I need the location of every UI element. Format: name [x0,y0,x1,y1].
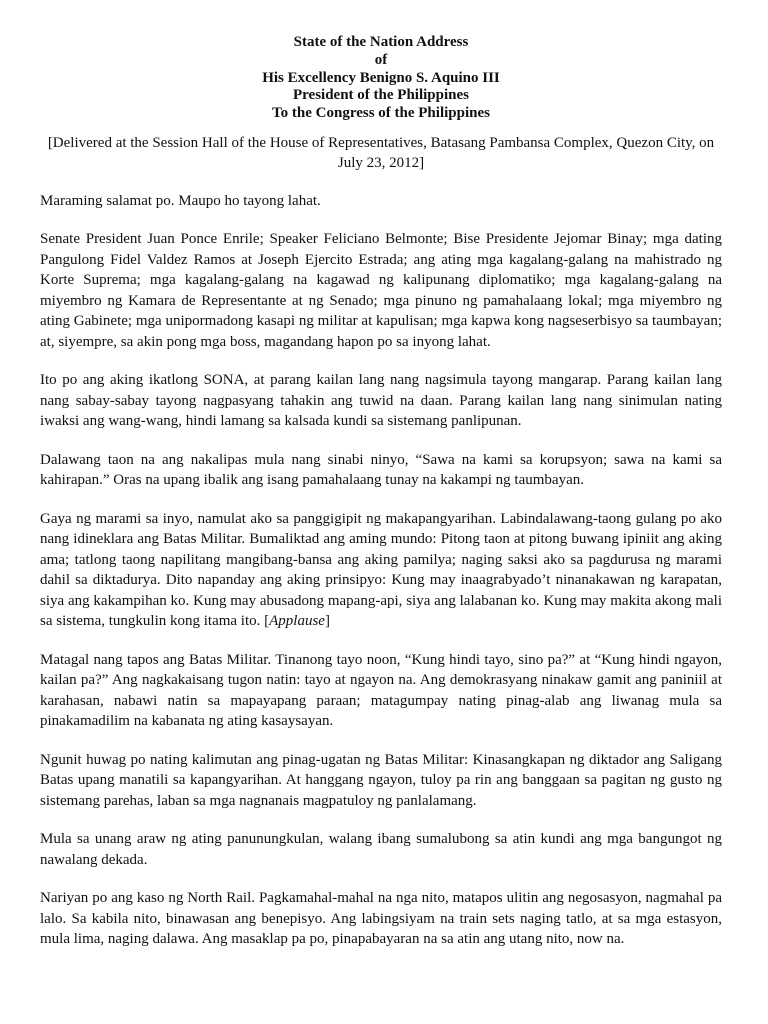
paragraph-text: Gaya ng marami sa inyo, namulat ako sa panggigipit ng makapangyarihan. Labindalawang-taong gulang po ako nang idineklara ang Batas Militar. Bumaliktad ang aming mundo: Pitong taon at pitong buwang ipiniit ang aking ama; tatlong taong napilitang mangibang-bansa ang aking pamilya; naging saksi ako sa pagdurusa ng marami dahil sa diktadurya. Dito napanday ang aking prinsipyo: Kung may inaagrabyado’t ninanakawan ng karapatan, siya ang kakampihan ko. Kung may abusadong mapang-api, siya ang lalabanan ko. Kung may makita akong mali sa sistema, tungkulin kong itama ito. [ [40,510,722,630]
delivery-note: [Delivered at the Session Hall of the House of Representatives, Batasang Pambansa Complex, Quezon City, on July 23, 2012] [47,134,715,171]
title-line-5: To the Congress of the Philippines [272,105,490,122]
speech-title-block [40,34,722,123]
paragraph-north-rail: Nariyan po ang kaso ng North Rail. Pagkamahal-mahal na nga nito, matapos ulitin ang negosasyon, nagmahal pa lalo. Sa kabila nito, binawasan ang benepisyo. Ang labingsiyam na train sets naging tatlo, at sa mga estasyon, mula lima, naging dalawa. Ang masaklap pa po, pinapabayaran na sa atin ang utang nito, now na. [40,890,722,948]
paragraph-two-years: Dalawang taon na ang nakalipas mula nang sinabi ninyo, “Sawa na kami sa korupsyon; sawa na kami sa kahirapan.” Oras na upang ibalik ang isang pamahalaang tunay na kakampi ng taumbayan. [40,451,722,489]
title-line-4: President of the Philippines [293,87,469,104]
paragraph-martial-law-ended: Matagal nang tapos ang Batas Militar. Tinanong tayo noon, “Kung hindi tayo, sino pa?” at “Kung hindi ngayon, kailan pa?” Ang nagkakaisang tugon natin: tayo at ngayon na. Ang demokrasyang ninakaw gamit ang paniniil at karahasan, nabawi natin sa mapayapang paraan; matagumpay nating pinag-alab ang liwanag mula sa pinakamadilim na kabanata ng ating kasaysayan. [40,651,722,730]
paragraph-first-day: Mula sa unang araw ng ating panunungkulan, walang ibang sumalubong sa atin kundi ang mga bangungot ng nawalang dekada. [40,831,722,868]
applause-note: Applause [269,613,325,630]
paragraph-greeting: Maraming salamat po. Maupo ho tayong lahat. [40,192,321,209]
title-line-1: State of the Nation Address [293,34,469,50]
bracket-close: ] [324,613,330,630]
paragraph-constitution: Ngunit huwag po nating kalimutan ang pinag-ugatan ng Batas Militar: Kinasangkapan ng diktador ang Saligang Batas upang manatili sa kapangyarihan. At hanggang ngayon, tuloy pa rin ang banggaan sa pagitan ng gusto ng sistemang parehas, laban sa mga nagnanais magpatuloy ng panlalamang. [40,751,722,809]
paragraph-martial-law-youth [40,509,722,632]
paragraph-salutations: Senate President Juan Ponce Enrile; Speaker Feliciano Belmonte; Bise Presidente Jejomar Binay; mga dating Pangulong Fidel Valdez Ramos at Joseph Ejercito Estrada; ang ating mga kagalang-galang na mahistrado ng Korte Suprema; mga kagalang-galang na kagawad ng kalipunang diplomatiko; mga kagalang-galang na miyembro ng Kamara de Representante at ng Senado; mga pinuno ng pamahalaang lokal; mga miyembro ng ating Gabinete; mga unipormadong kasapi ng militar at kapulisan; mga kapwa kong nagseserbisyo sa taumbayan; at, siyempre, sa akin pong mga boss, magandang hapon po sa inyong lahat. [40,231,722,350]
title-line-3: His Excellency Benigno S. Aquino III [262,69,500,86]
paragraph-third-sona: Ito po ang aking ikatlong SONA, at parang kailan lang nang nagsimula tayong mangarap. Parang kailan lang nang sabay-sabay tayong nagpasyang tahakin ang tuwid na daan. Parang kailan lang nang sinimulan nating iwaksi ang wang-wang, hindi lamang sa kalsada kundi sa sistemang panlipunan. [40,372,722,430]
title-line-2: of [374,51,388,68]
